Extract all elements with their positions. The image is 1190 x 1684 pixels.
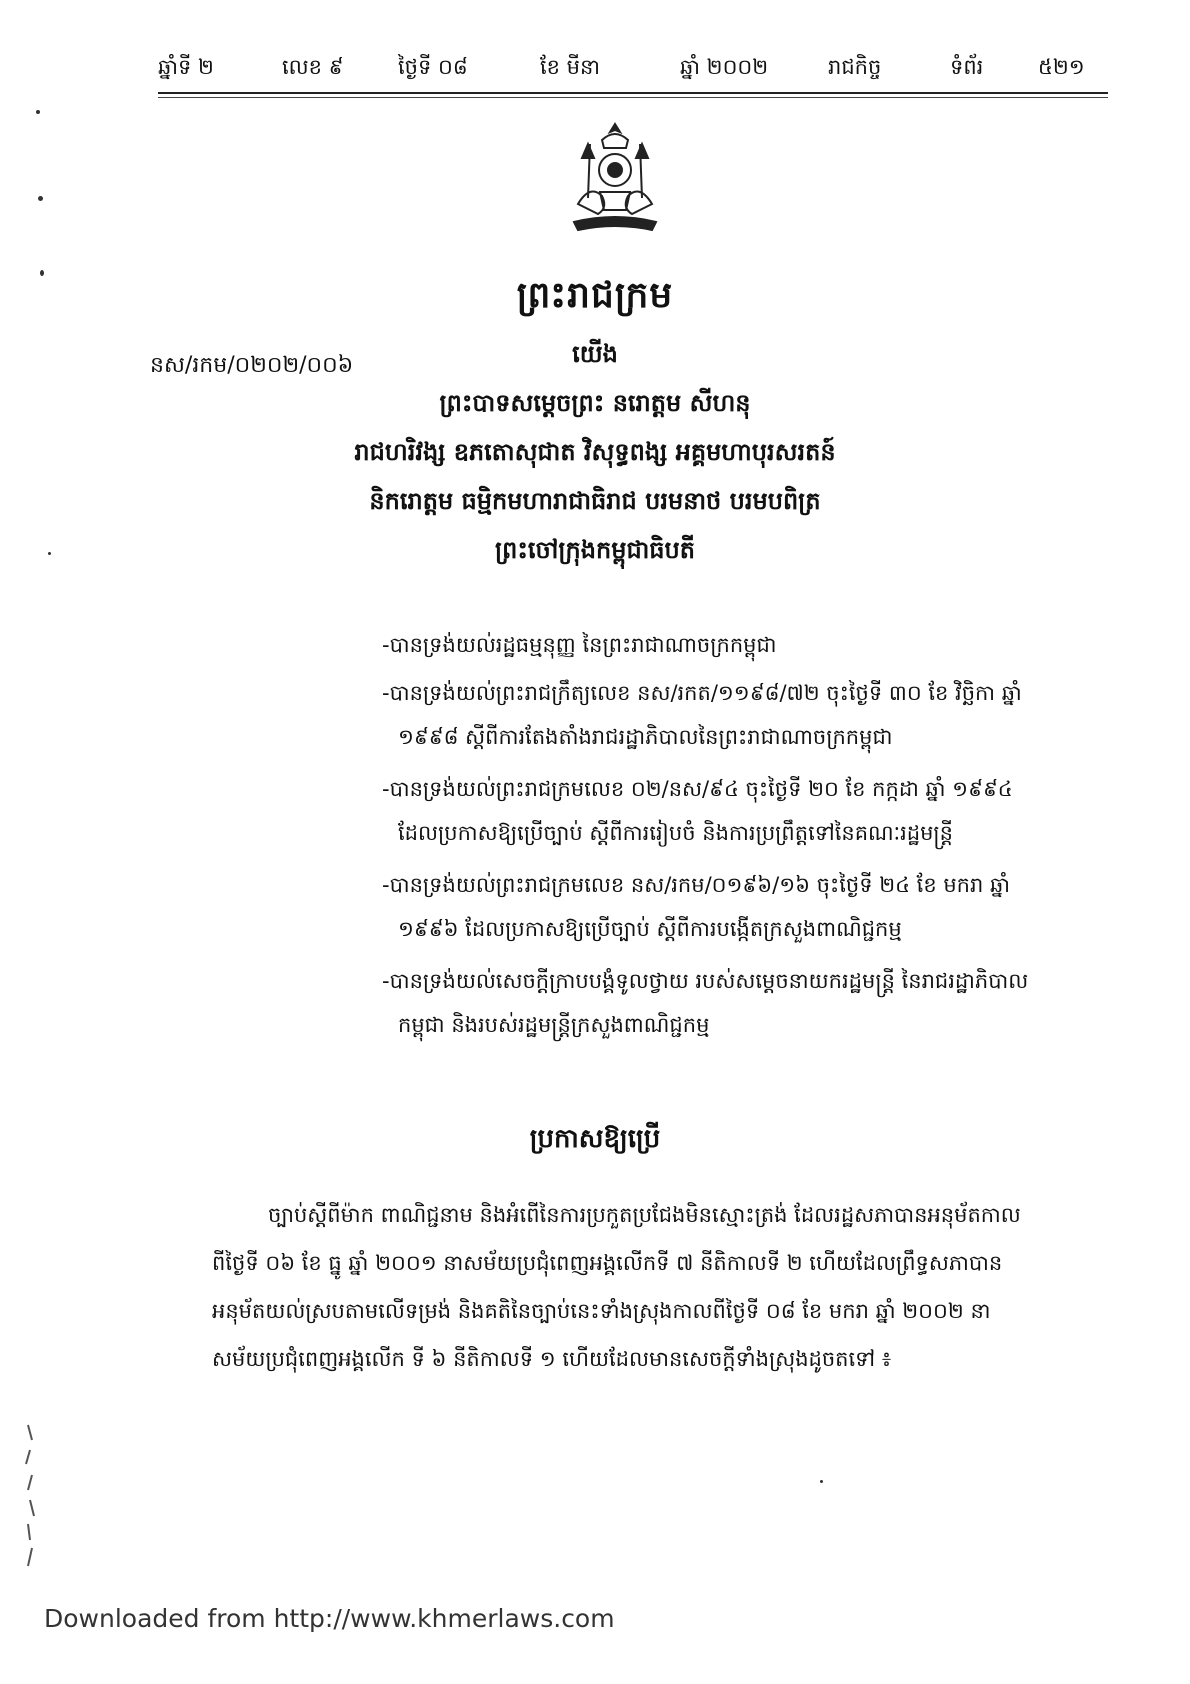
king-line-2: រាជហរិវង្ស ឧភតោសុជាត វិសុទ្ធពង្ស អគ្គមហាបុរសរតន៍	[354, 438, 836, 466]
header-rule-thin	[158, 97, 1108, 98]
header-day: ថ្ងៃទី ០៨	[398, 55, 468, 79]
scan-speck	[36, 110, 40, 114]
citation-3-cont: ដែលប្រកាសឱ្យប្រើច្បាប់ ស្ដីពីការរៀបចំ និងការប្រព្រឹត្តទៅនៃគណៈរដ្ឋមន្ត្រី	[398, 821, 954, 845]
citation-3: -បានទ្រង់យល់ព្រះរាជក្រមលេខ ០២/នស/៩៤ ចុះថ្ងៃទី ២០ ខែ កក្កដា ឆ្នាំ ១៩៩៤	[382, 777, 1013, 801]
header-rule	[158, 92, 1108, 94]
citation-4-cont: ១៩៩៦ ដែលប្រកាសឱ្យប្រើច្បាប់ ស្ដីពីការបង្កើតក្រសួងពាណិជ្ជកម្ម	[398, 917, 902, 941]
header-issue: លេខ ៩	[282, 55, 344, 79]
citation-4: -បានទ្រង់យល់ព្រះរាជក្រមលេខ នស/រកម/០១៩៦/១៦ ចុះថ្ងៃទី ២៤ ខែ មករា ឆ្នាំ	[382, 873, 1011, 897]
header-page-label: ទំព័រ	[950, 55, 984, 79]
citation-5: -បានទ្រង់យល់សេចក្ដីក្រាបបង្គំទូលថ្វាយ របស់សម្ដេចនាយករដ្ឋមន្ត្រី នៃរាជរដ្ឋាភិបាល	[382, 969, 1029, 993]
scan-speck	[820, 1480, 823, 1483]
scan-edge-mark	[18, 1420, 58, 1570]
body-line-3: អនុម័តយល់ស្របតាមលើទម្រង់ និងគតិនៃច្បាប់នេះទាំងស្រុងកាលពីថ្ងៃទី ០៨ ខែ មករា ឆ្នាំ ២០០២ នា	[212, 1299, 991, 1323]
header-page-number: ៥២១	[1038, 55, 1085, 79]
body-line-4: សម័យប្រជុំពេញអង្គលើក ទី ៦ នីតិកាលទី ១ ហើយដែលមានសេចក្ដីទាំងស្រុងដូចតទៅ ៖	[212, 1347, 892, 1371]
promulgate-heading: ប្រកាសឱ្យប្រើ	[529, 1124, 661, 1154]
royal-coat-of-arms-icon	[560, 118, 670, 240]
header-gazette: រាជកិច្ច	[828, 55, 882, 79]
citation-2-cont: ១៩៩៨ ស្ដីពីការតែងតាំងរាជរដ្ឋាភិបាលនៃព្រះរាជាណាចក្រកម្ពុជា	[398, 725, 893, 749]
decree-reference: នស/រកម/០២០២/០០៦	[150, 353, 354, 378]
scan-speck	[48, 552, 51, 555]
king-line-1: ព្រះបាទសម្ដេចព្រះ នរោត្ដម សីហនុ	[439, 389, 751, 417]
header-year-ad: ឆ្នាំ ២០០២	[680, 55, 769, 79]
citation-5-cont: កម្ពុជា និងរបស់រដ្ឋមន្ត្រីក្រសួងពាណិជ្ជកម្ម	[398, 1013, 710, 1037]
scan-speck	[40, 270, 44, 276]
body-line-2: ពីថ្ងៃទី ០៦ ខែ ធ្នូ ឆ្នាំ ២០០១ នាសម័យប្រជុំពេញអង្គលើកទី ៧ នីតិកាលទី ២ ហើយដែលព្រឹទ្ធសភាបាន	[212, 1251, 1003, 1275]
body-line-1: ច្បាប់ស្ដីពីម៉ាក ពាណិជ្ជនាម និងអំពើនៃការប្រកួតប្រជែងមិនស្មោះត្រង់ ដែលរដ្ឋសភាបានអនុម័តកាល	[268, 1203, 1021, 1227]
citation-1: -បានទ្រង់យល់រដ្ឋធម្មនុញ្ញ នៃព្រះរាជាណាចក្រកម្ពុជា	[382, 633, 777, 657]
download-source-footer: Downloaded from http://www.khmerlaws.com	[44, 1604, 615, 1633]
king-line-3: និករោត្ដម ធម្មិកមហារាជាធិរាជ បរមនាថ បរមបពិត្រ	[369, 487, 821, 515]
header-year: ឆ្នាំទី ២	[158, 55, 214, 79]
citation-2: -បានទ្រង់យល់ព្រះរាជក្រឹត្យលេខ នស/រកត/១១៩៨/៧២ ចុះថ្ងៃទី ៣០ ខែ វិច្ឆិកា ឆ្នាំ	[382, 681, 1022, 705]
king-line-4: ព្រះចៅក្រុងកម្ពុជាធិបតី	[494, 536, 696, 564]
header-month: ខែ មីនា	[540, 55, 600, 79]
decree-title: ព្រះរាជក្រម	[516, 275, 674, 316]
decree-we: យើង	[572, 340, 618, 368]
scan-speck	[38, 196, 43, 201]
